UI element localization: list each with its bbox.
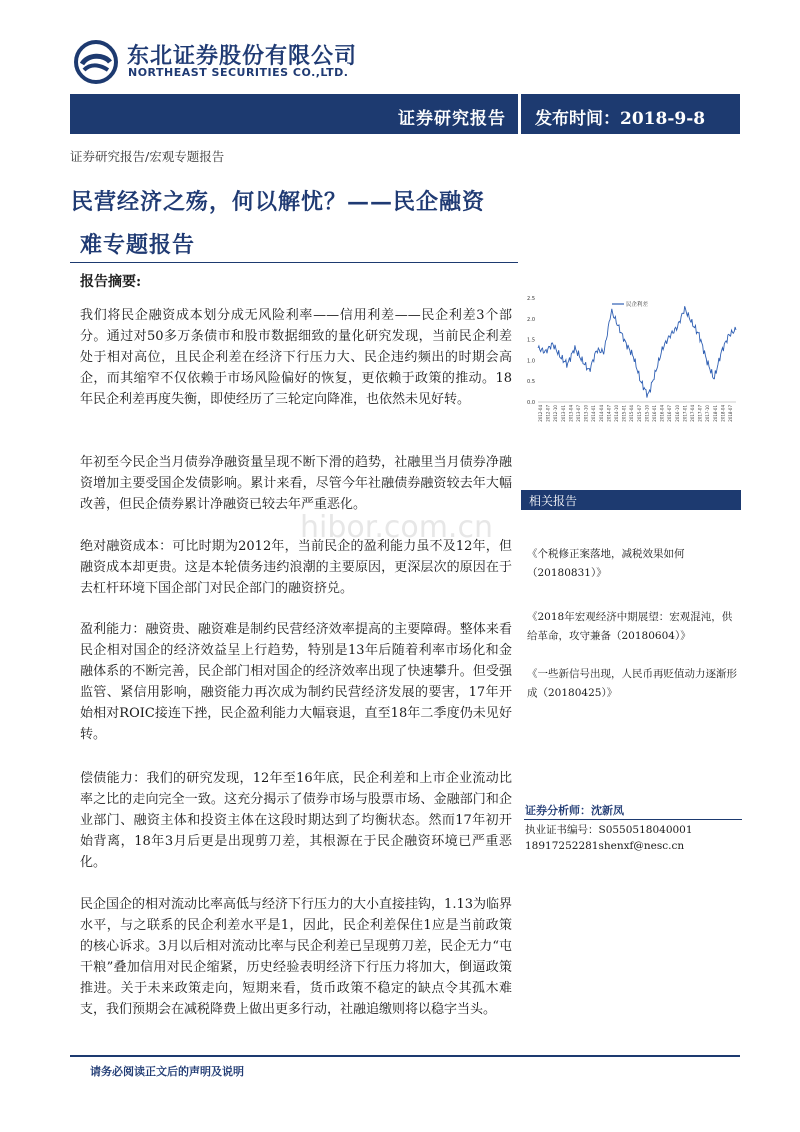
x-tick-label: 2018-07 bbox=[728, 405, 733, 422]
footer-disclaimer[interactable]: 请务必阅读正文后的声明及说明 bbox=[90, 1065, 244, 1078]
x-tick-label: 2016-07 bbox=[667, 405, 673, 422]
x-tick-label: 2015-07 bbox=[636, 405, 642, 422]
x-tick-label: 2012-04 bbox=[538, 405, 543, 422]
footer-divider bbox=[70, 1055, 740, 1057]
abstract-paragraph: 盈利能力：融资贵、融资难是制约民营经济效率提高的主要障碍。整体来看民企相对国企的经济效益呈上行趋势，特别是13年后随着利率市场化和金融体系的不断完善，民企部门相对国企的经济效率出现了快速攀升。但受强监管、紧信用影响，融资能力再次成为制约民营经济发展的要害，17年开始相对ROIC接连下挫，民企盈利能力大幅衰退，直至18年二季度仍未见好转。 bbox=[80, 622, 512, 742]
abstract-paragraph: 偿债能力：我们的研究发现，12年至16年底，民企利差和上市企业流动比率之比的走向完全一致。这充分揭示了债券市场与股票市场、金融部门和企业部门、融资主体和投资主体在这段时期达到了均衡状态。然而17年初开始背离，18年3月后更是出现剪刀差，其根源在于民企融资环境已严重恶化。 bbox=[80, 771, 512, 870]
company-name-cn: 东北证券股份有限公司 bbox=[127, 44, 358, 69]
related-reports-header bbox=[521, 490, 741, 510]
publish-date-banner bbox=[521, 94, 740, 134]
series-line-民企利差 bbox=[538, 306, 736, 397]
x-tick-label: 2016-01 bbox=[652, 405, 657, 422]
breadcrumb: 证券研究报告/宏观专题报告 bbox=[70, 149, 225, 164]
page-title-line2: 难专题报告 bbox=[80, 232, 196, 258]
x-tick-label: 2012-10 bbox=[553, 405, 559, 422]
x-tick-label: 2012-07 bbox=[545, 405, 551, 422]
y-tick-label: 2.5 bbox=[527, 296, 535, 302]
analyst-name: 证券分析师：沈新凤 bbox=[525, 804, 624, 817]
x-tick-label: 2013-10 bbox=[583, 405, 589, 422]
related-report-link[interactable]: 《2018年宏观经济中期展望：宏观混沌，供给革命，攻守兼备（20180604）》 bbox=[527, 611, 733, 642]
x-tick-label: 2016-10 bbox=[674, 405, 680, 422]
abstract-paragraph: 绝对融资成本：可比时期为2012年，当前民企的盈利能力虽不及12年，但融资成本却更贵。这是本轮债务违约浪潮的主要原因，更深层次的原因在于去杠杆环境下国企部门对民企部门的融资挤兑。 bbox=[80, 539, 512, 596]
publish-date: 发布时间：2018-9-8 bbox=[535, 109, 706, 129]
x-tick-label: 2013-01 bbox=[560, 405, 566, 422]
y-tick-label: 0.5 bbox=[527, 379, 535, 386]
x-tick-label: 2016-04 bbox=[659, 405, 665, 422]
page-title-line1: 民营经济之殇，何以解忧？——民企融资 bbox=[71, 189, 486, 215]
x-tick-label: 2014-10 bbox=[614, 405, 619, 422]
abstract-paragraph: 我们将民企融资成本划分成无风险利率——信用利差——民企利差3个部分。通过对50多万条债市和股市数据细致的量化研究发现，当前民企利差处于相对高位，且民企利差在经济下行压力大、民企违约频出的时期会高企，而其缩窄不仅依赖于市场风险偏好的恢复，更依赖于政策的推动。18年民企利差再度失衡，即使经历了三轮定向降准，也依然未见好转。 bbox=[80, 308, 512, 407]
x-tick-label: 2017-07 bbox=[697, 405, 703, 422]
x-tick-label: 2017-01 bbox=[682, 405, 688, 422]
abstract-heading: 报告摘要: bbox=[80, 274, 142, 290]
x-tick-label: 2014-01 bbox=[591, 405, 597, 422]
x-tick-label: 2015-10 bbox=[644, 405, 650, 422]
analyst-license: 执业证书编号：S0550518040001 bbox=[525, 824, 693, 836]
y-tick-label: 1.0 bbox=[527, 358, 535, 365]
x-tick-label: 2015-04 bbox=[629, 405, 635, 422]
report-type: 证券研究报告 bbox=[398, 109, 506, 129]
y-tick-label: 1.5 bbox=[527, 337, 535, 344]
x-tick-label: 2017-10 bbox=[705, 405, 711, 422]
y-tick-label: 0.0 bbox=[527, 400, 535, 406]
watermark: hibor.com.cn bbox=[300, 510, 493, 545]
x-tick-label: 2018-04 bbox=[720, 405, 726, 422]
x-tick-label: 2017-04 bbox=[690, 405, 695, 422]
related-report-link[interactable]: 《个税修正案落地，减税效果如何（20180831）》 bbox=[527, 548, 685, 579]
x-tick-label: 2014-04 bbox=[598, 405, 604, 422]
x-tick-label: 2018-01 bbox=[712, 405, 718, 422]
related-reports-title: 相关报告 bbox=[529, 494, 578, 508]
x-tick-label: 2015-01 bbox=[621, 405, 627, 422]
company-logo-icon bbox=[74, 40, 118, 84]
legend-label: 民企利差 bbox=[626, 302, 649, 308]
analyst-contact[interactable]: 18917252281shenxf@nesc.cn bbox=[525, 840, 685, 852]
x-tick-label: 2013-07 bbox=[576, 405, 581, 422]
analyst-divider bbox=[524, 819, 742, 820]
title-divider bbox=[70, 262, 518, 263]
company-name-en: NORTHEAST SECURITIES CO.,LTD. bbox=[128, 66, 349, 79]
abstract-paragraph: 年初至今民企当月债券净融资量呈现不断下滑的趋势，社融里当月债券净融资增加主要受国企发债影响。累计来看，尽管今年社融债券融资较去年大幅改善，但民企债券累计净融资已较去年严重恶化。 bbox=[80, 455, 512, 512]
abstract-paragraph: 民企国企的相对流动比率高低与经济下行压力的大小直接挂钩，1.13为临界水平，与之联系的民企利差水平是1，因此，民企利差保住1应是当前政策的核心诉求。3月以后相对流动比率与民企利差已呈现剪刀差，民企无力“屯干粮”叠加信用对民企缩紧，历史经验表明经济下行压力将加大，倒逼政策推进。关于未来政策走向，短期来看，货币政策不稳定的缺点令其孤木难支，我们预期会在减税降费上做出更多行动，社融追缴则将以稳字当头。 bbox=[80, 897, 512, 1017]
x-tick-label: 2014-07 bbox=[606, 405, 612, 422]
spread-line-chart bbox=[520, 288, 742, 428]
report-type-banner bbox=[70, 94, 518, 134]
y-tick-label: 2.0 bbox=[527, 316, 535, 323]
x-tick-label: 2013-04 bbox=[568, 405, 574, 422]
related-report-link[interactable]: 《一些新信号出现，人民币再贬值动力逐渐形成（20180425）》 bbox=[527, 668, 737, 699]
